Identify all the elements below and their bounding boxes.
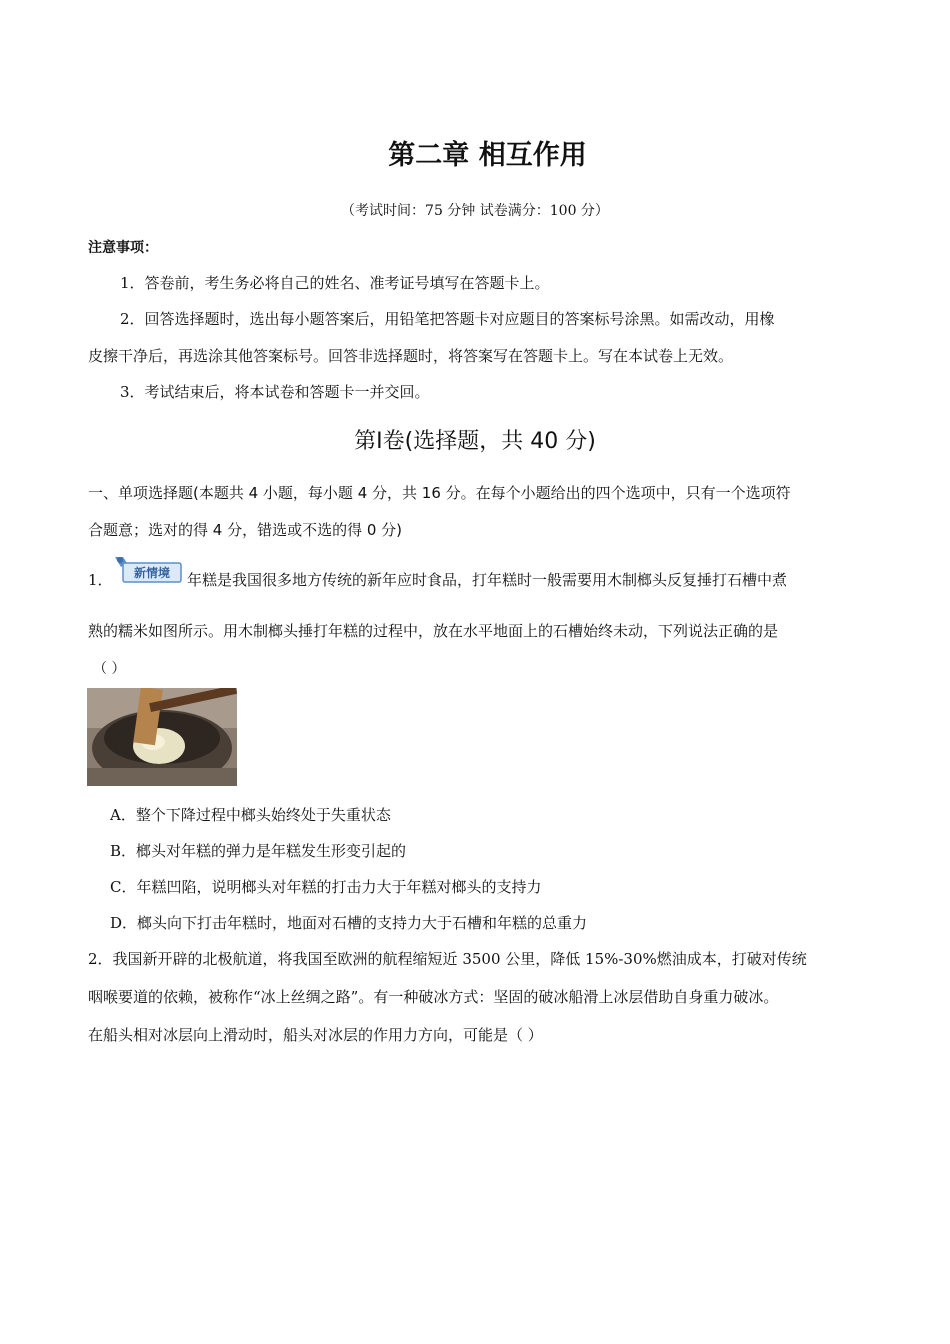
badge-label: 新情境 xyxy=(133,566,171,580)
option-b: B．榔头对年糕的弹力是年糕发生形变引起的 xyxy=(110,842,407,860)
notice-item-1: 1．答卷前，考生务必将自己的姓名、准考证号填写在答题卡上。 xyxy=(120,274,550,292)
part-1-heading-line-2: 合题意；选对的得 4 分，错选或不选的得 0 分) xyxy=(88,521,403,539)
pin-icon xyxy=(113,555,185,585)
section-title: 第Ⅰ卷(选择题，共 40 分) xyxy=(354,429,596,454)
rice-cake-photo xyxy=(87,688,237,786)
new-context-badge xyxy=(113,555,185,585)
question-1-line-1: 年糕是我国很多地方传统的新年应时食品，打年糕时一般需要用木制榔头反复捶打石槽中煮 xyxy=(187,571,788,589)
notice-item-2-line-2: 皮擦干净后，再选涂其他答案标号。回答非选择题时，将答案写在答题卡上。写在本试卷上无效。 xyxy=(88,347,734,365)
notice-heading: 注意事项： xyxy=(88,240,158,256)
option-a: A．整个下降过程中榔头始终处于失重状态 xyxy=(110,806,391,824)
notice-item-3: 3．考试结束后，将本试卷和答题卡一并交回。 xyxy=(120,383,430,401)
question-1-line-2: 熟的糯米如图所示。用木制榔头捶打年糕的过程中，放在水平地面上的石槽始终未动，下列说法正确的是 xyxy=(88,622,779,640)
exam-info: （考试时间：75 分钟 试卷满分：100 分） xyxy=(341,203,609,219)
answer-blank: （ ） xyxy=(93,661,126,677)
notice-item-2-line-1: 2．回答选择题时，选出每小题答案后，用铅笔把答题卡对应题目的答案标号涂黑。如需改动，用橡 xyxy=(120,310,775,328)
question-2-line-1: 2．我国新开辟的北极航道，将我国至欧洲的航程缩短近 3500 公里，降低 15%-30%燃油成本，打破对传统 xyxy=(88,950,807,968)
question-2-line-2: 咽喉要道的依赖，被称作“冰上丝绸之路”。有一种破冰方式：坚固的破冰船滑上冰层借助自身重力破冰。 xyxy=(88,988,779,1006)
question-2-line-3: 在船头相对冰层向上滑动时，船头对冰层的作用力方向，可能是（ ） xyxy=(88,1026,543,1044)
part-1-heading-line-1: 一、单项选择题(本题共 4 小题，每小题 4 分，共 16 分。在每个小题给出的四个选项中，只有一个选项符 xyxy=(88,484,791,502)
option-d: D．榔头向下打击年糕时，地面对石槽的支持力大于石槽和年糕的总重力 xyxy=(110,914,588,932)
question-1-number: 1． xyxy=(88,571,113,589)
option-c: C．年糕凹陷，说明榔头对年糕的打击力大于年糕对榔头的支持力 xyxy=(110,878,542,896)
page-title: 第二章 相互作用 xyxy=(388,140,587,171)
